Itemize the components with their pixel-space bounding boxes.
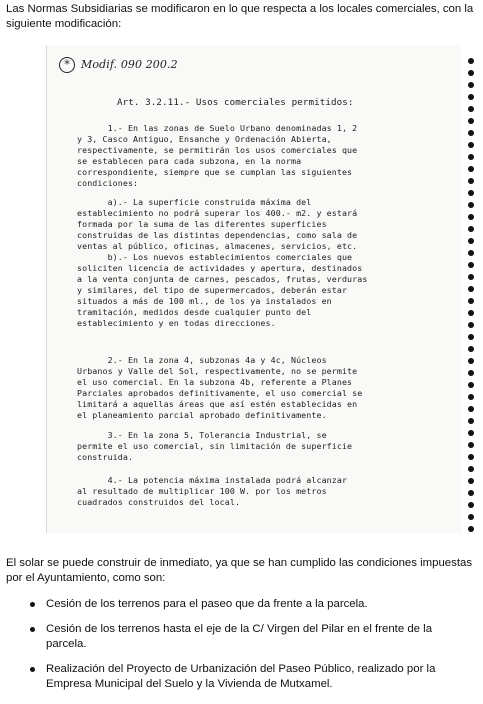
asterisk-circle-icon: *	[59, 57, 75, 73]
list-item-text: Realización del Proyecto de Urbanización del Paseo Público, realizado por la Empresa Municipal del Suelo y la Vivienda de Mutxamel.	[46, 663, 436, 690]
binder-hole-icon	[468, 478, 474, 484]
binder-hole-icon	[468, 430, 474, 436]
binder-hole-icon	[468, 262, 474, 268]
binder-hole-icon	[468, 442, 474, 448]
list-item	[0, 622, 483, 652]
binder-hole-icon	[468, 118, 474, 124]
binder-hole-icon	[468, 322, 474, 328]
bullet-icon	[30, 627, 35, 632]
article-paragraph-2: 2.- En la zona 4, subzonas 4a y 4c, Núcleos Urbanos y Valle del Sol, respectivamente, no se permite el uso comercial. En la subzona 4b, referente a Planes Parciales aprobados definitivamente, el uso comercial se limitará a aquellas áreas que así estén establecidas en el planeamiento parcial aprobado definitivamente.	[77, 355, 363, 420]
binder-hole-icon	[468, 106, 474, 112]
article-paragraph-1: 1.- En las zonas de Suelo Urbano denominadas 1, 2 y 3, Casco Antiguo, Ensanche y Ordenación Abierta, respectivamente, se permitirán los usos comerciales que se establecen para cada subzona, en la norma correspondiente, siempre que se cumplan las siguientes condiciones:	[77, 123, 358, 188]
binder-hole-icon	[468, 202, 474, 208]
stamp-text: Modif. 090 200.2	[81, 58, 178, 71]
article-paragraph-a-b: a).- La superficie construida máxima del establecimiento no podrá superar los 400.- m2. y estará formada por la suma de las diferentes superficies construidas de las distintas dependencias, como sala de ventas al público, oficinas, almacenes, servicios, etc. b).- Los nuevos establecimientos comerciales que soliciten licencia de actividades y apertura, destinados a la venta conjunta de carnes, pescados, frutas, verduras y similares, del tipo de supermercados, deberán estar situados a más de 100 ml., de los ya instalados en tramitación, medidos desde cualquier punto del establecimiento y en todas direcciones.	[77, 197, 368, 328]
binder-hole-icon	[468, 250, 474, 256]
article-title: Art. 3.2.11.- Usos comerciales permitidos:	[117, 97, 354, 108]
binder-hole-icon	[468, 130, 474, 136]
list-item-text: Cesión de los terrenos hasta el eje de la C/ Virgen del Pilar en el frente de la parcela.	[46, 623, 433, 650]
binder-hole-icon	[468, 334, 474, 340]
conditions-list	[0, 597, 483, 702]
list-item-text: Cesión de los terrenos para el paseo que da frente a la parcela.	[46, 598, 368, 610]
binder-hole-icon	[468, 166, 474, 172]
binder-hole-icon	[468, 490, 474, 496]
binder-hole-icon	[468, 274, 474, 280]
bullet-icon	[30, 602, 35, 607]
binder-hole-icon	[468, 94, 474, 100]
binder-hole-icon	[468, 298, 474, 304]
binder-hole-icon	[468, 394, 474, 400]
binder-hole-icon	[468, 226, 474, 232]
binder-hole-icon	[468, 418, 474, 424]
binder-hole-icon	[468, 382, 474, 388]
after-paragraph: El solar se puede construir de inmediato, ya que se han cumplido las condiciones impuestas por el Ayuntamiento, como son:	[6, 557, 473, 584]
binder-hole-icon	[468, 70, 474, 76]
binder-hole-icon	[468, 346, 474, 352]
article-paragraph-4: 4.- La potencia máxima instalada podrá alcanzar al resultado de multiplicar 100 W. por los metros cuadrados construidos del local.	[77, 475, 348, 507]
binder-hole-icon	[468, 178, 474, 184]
list-item	[0, 597, 483, 612]
binder-hole-icon	[468, 370, 474, 376]
article-paragraph-3: 3.- En la zona 5, Tolerancia Industrial, se permite el uso comercial, sin limitación de superficie construida.	[77, 430, 353, 462]
intro-paragraph: Las Normas Subsidiarias se modificaron en lo que respecta a los locales comerciales, con la siguiente modificación:	[6, 3, 474, 30]
binder-holes	[466, 58, 476, 546]
binder-hole-icon	[468, 310, 474, 316]
binder-hole-icon	[468, 214, 474, 220]
binder-hole-icon	[468, 358, 474, 364]
binder-hole-icon	[468, 190, 474, 196]
binder-hole-icon	[468, 514, 474, 520]
binder-hole-icon	[468, 82, 474, 88]
list-item	[0, 662, 483, 692]
binder-hole-icon	[468, 406, 474, 412]
binder-hole-icon	[468, 502, 474, 508]
scanned-document-image	[46, 45, 461, 533]
binder-hole-icon	[468, 454, 474, 460]
binder-hole-icon	[468, 58, 474, 64]
handwritten-stamp	[59, 57, 178, 73]
binder-hole-icon	[468, 526, 474, 532]
binder-hole-icon	[468, 154, 474, 160]
binder-hole-icon	[468, 466, 474, 472]
binder-hole-icon	[468, 238, 474, 244]
binder-hole-icon	[468, 286, 474, 292]
bullet-icon	[30, 667, 35, 672]
binder-hole-icon	[468, 142, 474, 148]
